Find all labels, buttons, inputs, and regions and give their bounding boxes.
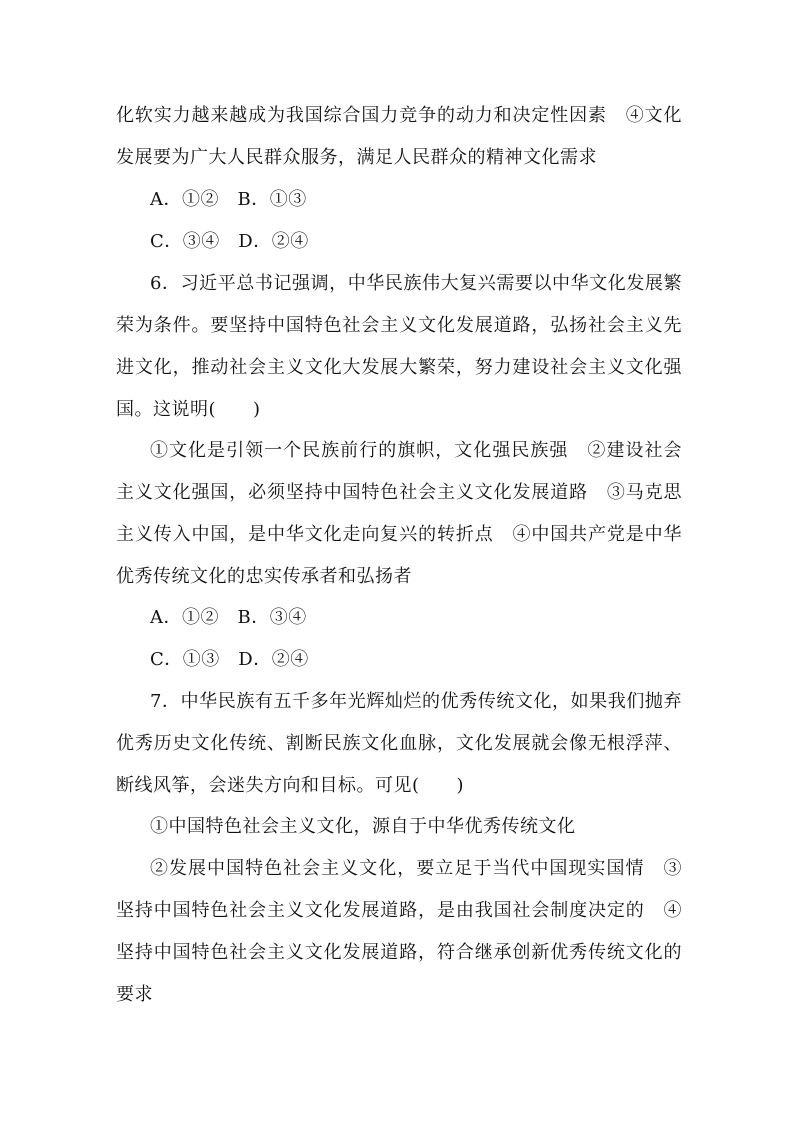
q6-statement-line-2: 主义文化强国，必须坚持中国特色社会主义文化发展道路 ③马克思 [116, 482, 682, 503]
q7-statement-line-1: ①中国特色社会主义文化，源自于中华优秀传统文化 [150, 816, 576, 837]
q7-stem-line-3: 断线风筝，会迷失方向和目标。可见( ) [116, 775, 465, 796]
q5-options-ab: A．①② B．①③ [150, 189, 307, 210]
q6-stem-line-4: 国。这说明( ) [116, 399, 261, 420]
q6-options-ab: A．①② B．③④ [150, 607, 307, 628]
q6-options-cd: C．①③ D．②④ [150, 649, 309, 670]
q6-stem-line-2: 荣为条件。要坚持中国特色社会主义文化发展道路，弘扬社会主义先 [116, 315, 682, 336]
q7-statement-line-4: 坚持中国特色社会主义文化发展道路，符合继承创新优秀传统文化的 [116, 942, 682, 963]
q7-stem-line-1: 7．中华民族有五千多年光辉灿烂的优秀传统文化，如果我们抛弃 [150, 691, 682, 712]
q5-continuation-line-2: 发展要为广大人民群众服务，满足人民群众的精神文化需求 [116, 147, 597, 168]
q6-stem-line-1: 6．习近平总书记强调，中华民族伟大复兴需要以中华文化发展繁 [150, 273, 682, 294]
q6-statement-line-1: ①文化是引领一个民族前行的旗帜，文化强民族强 ②建设社会 [150, 440, 682, 461]
q6-statement-line-4: 优秀传统文化的忠实传承者和弘扬者 [116, 566, 412, 587]
q7-statement-line-5: 要求 [116, 984, 153, 1005]
q7-statement-line-2: ②发展中国特色社会主义文化，要立足于当代中国现实国情 ③ [150, 858, 682, 879]
q7-statement-line-3: 坚持中国特色社会主义文化发展道路，是由我国社会制度决定的 ④ [116, 900, 682, 921]
q5-continuation-line-1: 化软实力越来越成为我国综合国力竞争的动力和决定性因素 ④文化 [116, 105, 682, 126]
q6-statement-line-3: 主义传入中国，是中华文化走向复兴的转折点 ④中国共产党是中华 [116, 524, 682, 545]
q5-options-cd: C．③④ D．②④ [150, 231, 309, 252]
q6-stem-line-3: 进文化，推动社会主义文化大发展大繁荣，努力建设社会主义文化强 [116, 357, 682, 378]
q7-stem-line-2: 优秀历史文化传统、割断民族文化血脉，文化发展就会像无根浮萍、 [116, 733, 682, 754]
